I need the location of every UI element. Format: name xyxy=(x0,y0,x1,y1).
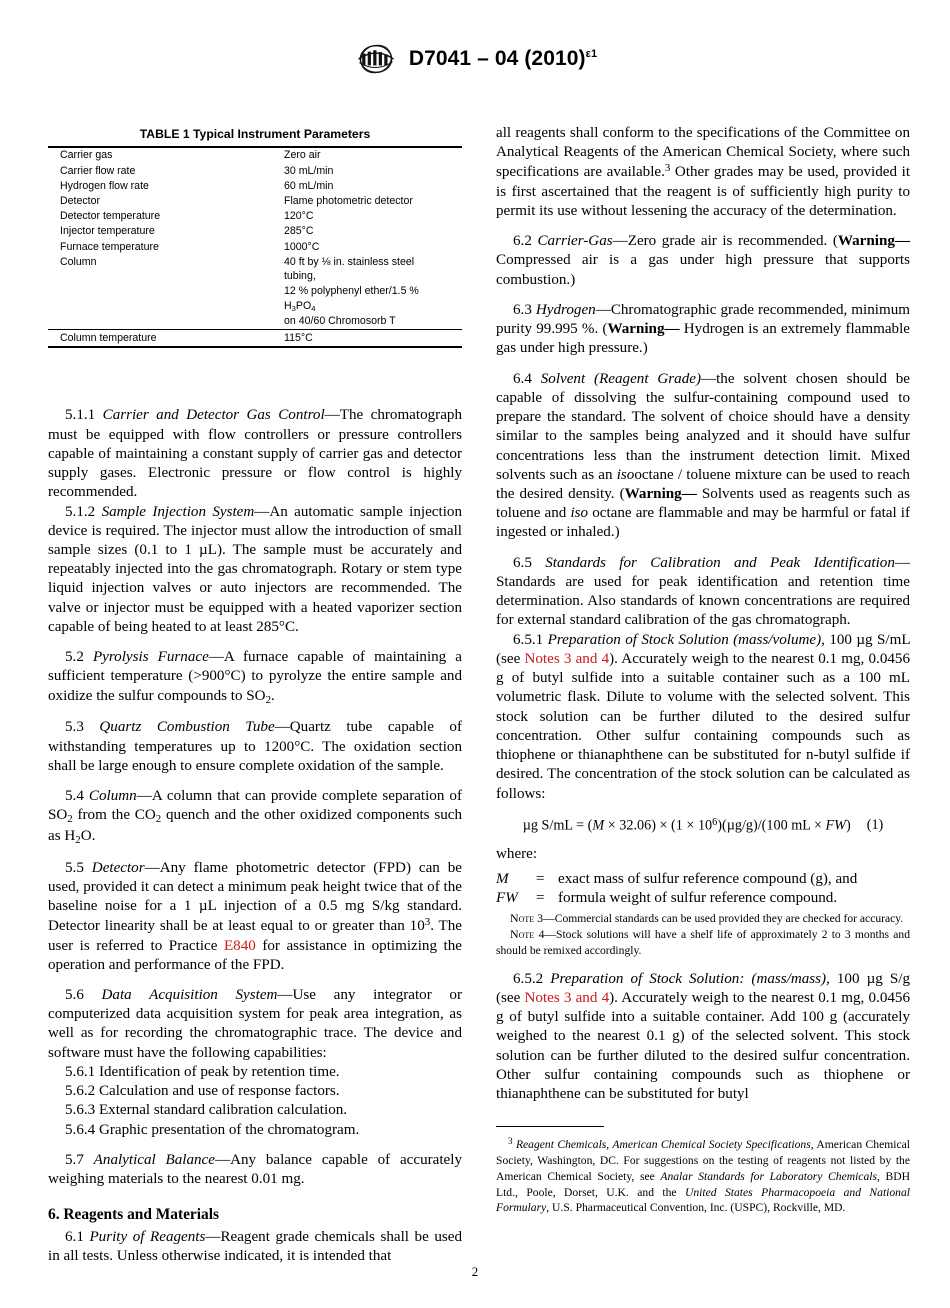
so2-subscript: 2 xyxy=(67,813,73,826)
clause-text-2: Compressed air is a gas under high pressure that supports combustion.) xyxy=(496,252,910,288)
table-cell-parameter: Carrier flow rate xyxy=(60,164,136,177)
document-designation: D7041 – 04 (2010) xyxy=(408,47,586,70)
clause-text-4: O. xyxy=(80,827,96,844)
table-cell-value: 60 mL/min xyxy=(283,179,334,192)
table-row xyxy=(48,194,462,209)
note-4 xyxy=(496,927,910,958)
clause-text-3: Solvents used as reagents such as toluene and xyxy=(496,485,910,522)
table-cell-parameter: Detector temperature xyxy=(60,210,161,223)
clause-title: Pyrolysis Furnace xyxy=(92,649,209,666)
equation-part-3: ) xyxy=(846,817,851,834)
po-subscript: 4 xyxy=(311,303,316,313)
footnote-italic-1: Reagent Chemicals, American Chemical Society Specifications xyxy=(515,1138,811,1152)
table-row xyxy=(48,147,462,163)
equation-var-fw: FW xyxy=(825,817,846,834)
clause-number: 5.1.1 xyxy=(65,407,96,424)
paragraph-6-5 xyxy=(496,554,910,631)
clause-number: 5.5 xyxy=(65,859,84,876)
warning-label: Warning— xyxy=(624,485,697,502)
clause-text: —Reagent grade chemicals shall be used in all tests. Unless otherwise indicated, it is intended that xyxy=(48,1228,462,1264)
fraction-one-eighth: ⅛ xyxy=(321,255,331,268)
right-column xyxy=(496,124,910,1216)
clause-number: 5.2 xyxy=(65,649,84,666)
list-item: 5.6.2 Calculation and use of response factors. xyxy=(65,1083,340,1100)
equation-lhs: µg S/mL = ( xyxy=(522,817,593,834)
clause-number: 6.5.2 xyxy=(513,970,544,987)
so2-subscript: 2 xyxy=(265,693,272,706)
column-value-line-2: tubing, xyxy=(283,270,316,283)
table-row xyxy=(48,178,462,193)
clause-number: 5.7 xyxy=(65,1151,84,1168)
clause-text-1: all reagents shall conform to the specifications of the Committee on Analytical Reagents of the American Chemical Society, where such specifications are available. xyxy=(496,125,910,181)
practice-e840-link[interactable]: E840 xyxy=(223,937,256,954)
note-3 xyxy=(496,911,910,927)
clause-number: 5.1.2 xyxy=(65,503,96,520)
equation-1 xyxy=(496,816,910,835)
clause-title: Purity of Reagents xyxy=(89,1228,206,1245)
clause-title: Preparation of Stock Solution (mass/volume), xyxy=(547,631,825,648)
paragraph-6-5-1 xyxy=(496,631,910,804)
table-row-column xyxy=(48,254,462,329)
table-cell-value: 115°C xyxy=(284,329,462,347)
two-column-body xyxy=(48,124,911,1264)
clause-title: Detector xyxy=(91,859,145,876)
clause-text-1: —the solvent chosen should be capable of dissolving the sulfur-containing compound used to prepare the standard. The solvent of choice should have a density similar to the samples being analyzed and it should have sulfur concentrations less than the instrument detection limit. Mixed solvents such as an xyxy=(496,370,910,483)
clause-text: —Any balance capable of accurately weighing materials to the nearest 0.01 mg. xyxy=(48,1151,462,1188)
table-cell-value: Zero air xyxy=(283,149,321,162)
symbol-fw: FW xyxy=(496,890,518,907)
note-text: —Commercial standards can be used provided they are checked for accuracy. xyxy=(543,912,904,926)
definition-text: exact mass of sulfur reference compound (g), and xyxy=(558,871,858,888)
paragraph-5-5 xyxy=(48,859,462,975)
equation-var-m: M xyxy=(592,817,605,834)
clause-title: Standards for Calibration and Peak Identification xyxy=(545,554,895,571)
equation-part-2: )(µg/g)/(100 mL × xyxy=(717,817,826,834)
footnote-text-3: , U.S. Pharmaceutical Convention, Inc. (USPC), Rockville, MD. xyxy=(546,1201,846,1215)
exponent-3: 3 xyxy=(424,916,431,929)
clause-title-tail: 100 µg S/g xyxy=(829,970,910,987)
clause-text-2: octane / toluene mixture can be used to reach the desired density. ( xyxy=(496,466,910,502)
clause-text-1: (see xyxy=(496,989,525,1006)
symbol-definitions xyxy=(496,870,857,908)
clause-title-tail: 100 µg S/mL xyxy=(824,631,910,648)
table-1 xyxy=(48,146,462,348)
clause-text-2: Other grades may be used, provided it is first ascertained that the reagent is of sufficiently high purity to permit its use without lessening the accuracy of the determination. xyxy=(496,164,911,219)
clause-title: Carrier-Gas xyxy=(537,233,613,250)
note-label: Note 4 xyxy=(510,927,545,942)
table-cell-value: 120°C xyxy=(283,210,314,223)
equals-sign: = xyxy=(536,871,545,888)
table-1-container xyxy=(48,127,462,348)
paragraph-5-4 xyxy=(48,787,462,848)
paragraph-5-1-1 xyxy=(48,406,462,502)
footnote-3 xyxy=(496,1135,910,1216)
column-value-line-3: 12 % polyphenyl ether/1.5 % xyxy=(283,284,419,297)
warning-label: Warning— xyxy=(607,321,680,338)
clause-text-2: Hydrogen is an extremely flammable gas under high pressure.) xyxy=(496,321,910,357)
footnote-number: 3 xyxy=(508,1136,513,1147)
footnote-separator-rule xyxy=(496,1126,604,1127)
clause-text-3: quench and the other oxidized components such as H xyxy=(48,807,462,844)
clause-title: Hydrogen xyxy=(535,301,596,318)
clause-number: 6.5 xyxy=(513,554,532,571)
clause-title: Carrier and Detector Gas Control xyxy=(102,407,325,424)
section-heading-6: 6. Reagents and Materials xyxy=(48,1206,219,1224)
note-text: —Stock solutions will have a shelf life of approximately 2 to 3 months and should be remixed accordingly. xyxy=(496,928,910,958)
h2o-subscript: 2 xyxy=(75,833,81,846)
table-cell-value: 1000°C xyxy=(283,240,320,253)
clause-number: 5.3 xyxy=(65,719,84,736)
table-row xyxy=(48,163,462,178)
column-value-line-5: on 40/60 Chromosorb T xyxy=(283,315,396,328)
clause-title: Preparation of Stock Solution: (mass/mass), xyxy=(550,970,830,987)
paragraph-5-1-2 xyxy=(48,503,462,638)
table-row xyxy=(48,239,462,254)
clause-text: —A furnace capable of maintaining a sufficient temperature (>900°C) to pyrolyze the entire sample and oxidize the sulfur compounds to SO xyxy=(48,649,462,704)
clause-title: Analytical Balance xyxy=(93,1151,215,1168)
clause-number: 6.4 xyxy=(513,370,532,387)
clause-text-2: ). Accurately weigh to the nearest 0.1 mg, 0.0456 g of butyl sulfide into a suitable container. Add 100 g (accurately weighed to the nearest 0.1 g) of the selected solvent. This stock solution can be further diluted to the desired sulfur concentration. Other sulfur containing compounds such as thiophene or thianaphthene can be substituted for butyl xyxy=(496,989,911,1103)
notes-3-and-4-link[interactable]: Notes 3 and 4 xyxy=(524,650,610,667)
equals-sign: = xyxy=(536,890,545,907)
clause-text-1: —Zero grade air is recommended. ( xyxy=(612,233,838,250)
co2-subscript: 2 xyxy=(155,813,162,826)
table-cell-parameter: Carrier gas xyxy=(60,149,113,162)
column-value-line-1: 40 ft by xyxy=(283,255,322,268)
clause-number: 5.4 xyxy=(65,788,84,804)
where-label: where: xyxy=(496,845,538,862)
paragraph-5-6 xyxy=(48,986,462,1063)
table-cell-value: 285°C xyxy=(283,225,314,238)
list-item: 5.6.1 Identification of peak by retention time. xyxy=(65,1063,340,1080)
clause-text-2: ). Accurately weigh to the nearest 0.1 mg, 0.0456 g of butyl sulfide into a suitable container such as a 100 mL volumetric flask. Dilute to volume with the selected solvent. This stock solution can be further diluted to the desired sulfur concentration. Other sulfur containing compounds such as thiophene or thianaphthene can be substituted for n-butyl sulfide if desired. The concentration of the stock solution can be calculated as follows: xyxy=(496,650,911,802)
clause-text: —Standards are used for peak identification and retention time determination. Also standards of known concentrations are required for external standard calibration of the gas chromatograph. xyxy=(496,554,910,629)
equation-number: (1) xyxy=(866,817,884,834)
clause-title: Data Acquisition System xyxy=(101,986,278,1003)
table-cell-value: Flame photometric detector xyxy=(283,194,413,207)
clause-text-2: from the CO xyxy=(72,807,156,824)
clause-text: —Quartz tube capable of withstanding temperatures up to 1200°C. The oxidation section shall be large enough to ensure complete oxidation of the sample. xyxy=(48,719,462,774)
paragraph-6-5-2 xyxy=(496,970,910,1105)
footnote-italic-2: Analar Standards for Laboratory Chemicals xyxy=(660,1169,877,1183)
footnote-text-1: , American Chemical Society, Washington, DC. For suggestions on the testing of reagents not listed by the American Chemical Society, see xyxy=(496,1138,910,1183)
clause-title: Quartz Combustion Tube xyxy=(99,719,275,736)
clause-number: 6.1 xyxy=(65,1228,84,1245)
clause-text-1: —Any flame photometric detector (FPD) can be used, provided it can detect a minimum peak height twice that of the baseline noise for a 1 µL injection of a 0.5 mg S/kg standard. Detector linearity shall be at least equal to or greater than 10 xyxy=(48,859,462,935)
document-header xyxy=(0,36,950,82)
document-revision-superscript: ε1 xyxy=(585,48,598,60)
clause-number: 6.5.1 xyxy=(513,631,544,648)
paragraph-5-7 xyxy=(48,1151,462,1189)
footnote-italic-3: United States Pharmacopoeia and National Formulary xyxy=(496,1185,910,1215)
clause-text: —An automatic sample injection device is required. The injector must allow the introduction of small sample sizes (0.1 to 1 µL). The sample must be accurately and repeatably injected into the gas chromatograph. Rotary or stem type liquid injection valves or auto injectors are recommended. The valve or injector must be equipped with a heated vaporizer section capable of being heated to at least 285°C. xyxy=(48,503,462,635)
table-cell-parameter: Furnace temperature xyxy=(60,240,159,253)
clause-text-1: —Chromatographic grade recommended, minimum purity 99.995 %. ( xyxy=(496,301,910,338)
table-cell-parameter: Detector xyxy=(60,194,101,207)
table-row xyxy=(48,209,462,224)
list-item: 5.6.4 Graphic presentation of the chromatogram. xyxy=(65,1121,360,1138)
symbol-m: M xyxy=(496,871,509,888)
warning-label: Warning— xyxy=(837,233,910,250)
clause-text-end: . xyxy=(271,687,275,704)
note-label: Note 3 xyxy=(510,911,544,926)
table-cell-value: 30 mL/min xyxy=(283,164,334,177)
clause-title: Column xyxy=(88,788,137,804)
table-1-title: TABLE 1 Typical Instrument Parameters xyxy=(139,127,371,141)
iso-prefix-2: iso xyxy=(570,505,589,522)
left-column xyxy=(48,124,462,1266)
footnote-text-2: , BDH Ltd., Poole, Dorset, U.K. and the xyxy=(496,1169,910,1199)
definition-row xyxy=(496,889,857,908)
paragraph-6-3 xyxy=(496,301,910,359)
table-cell-value-multiline xyxy=(284,254,462,329)
clause-text-2: . The user is referred to Practice xyxy=(48,918,462,954)
h-symbol: H xyxy=(283,299,292,312)
h-subscript: 3 xyxy=(291,303,296,313)
clause-title: Solvent (Reagent Grade) xyxy=(540,370,701,387)
clause-text-1: —A column that can provide complete separation of SO xyxy=(48,788,463,824)
document-page xyxy=(0,36,950,1308)
table-cell-parameter: Injector temperature xyxy=(60,225,155,238)
table-cell-parameter: Hydrogen flow rate xyxy=(60,179,149,192)
equation-part-1: × 32.06) × (1 × 10 xyxy=(604,817,713,834)
table-cell-parameter: Column xyxy=(60,255,97,268)
clause-number: 6.3 xyxy=(513,301,532,318)
clause-number: 5.6 xyxy=(65,986,84,1003)
paragraph-5-2 xyxy=(48,648,462,707)
paragraph-6-1 xyxy=(48,1228,462,1266)
list-item: 5.6.3 External standard calibration calculation. xyxy=(65,1102,348,1119)
column-value-line-1-rest: in. stainless steel xyxy=(330,255,415,268)
page-title xyxy=(409,47,597,71)
clause-number: 6.2 xyxy=(513,233,532,250)
paragraph-6-4 xyxy=(496,370,910,543)
iso-prefix-1: iso xyxy=(616,466,635,483)
definition-text: formula weight of sulfur reference compound. xyxy=(558,890,838,907)
table-row xyxy=(48,329,462,347)
page-number: 2 xyxy=(471,1264,479,1279)
clause-text: —The chromatograph must be equipped with flow controllers or pressure controllers capable of maintaining a constant supply of carrier gas and detector supply gases. Electronic pressure or flow control is highly recommended. xyxy=(48,407,462,501)
clause-text-1: (see xyxy=(496,650,525,667)
notes-3-and-4-link[interactable]: Notes 3 and 4 xyxy=(524,989,610,1006)
paragraph-6-2 xyxy=(496,232,910,290)
paragraph-6-1-continued xyxy=(496,124,910,221)
table-cell-parameter: Column temperature xyxy=(48,329,284,347)
clause-title: Sample Injection System xyxy=(101,503,255,520)
clause-text-3: for assistance in optimizing the operation and performance of the FPD. xyxy=(48,937,462,973)
table-row xyxy=(48,224,462,239)
footnote-marker-3[interactable]: 3 xyxy=(664,162,671,175)
clause-text-4: octane are flammable and may be harmful or fatal if ingested or inhaled.) xyxy=(496,505,910,541)
definition-row xyxy=(496,870,857,889)
equation-exponent: 6 xyxy=(712,816,718,828)
po-symbol: PO xyxy=(295,299,312,312)
paragraph-5-3 xyxy=(48,718,462,776)
column-value-line-4 xyxy=(284,300,315,312)
astm-logo-icon xyxy=(353,42,399,76)
clause-text: —Use any integrator or computerized data acquisition system for peak area integration, as well as for recording the chromatographic trace. The device and software must have the following capabilities: xyxy=(48,986,462,1061)
